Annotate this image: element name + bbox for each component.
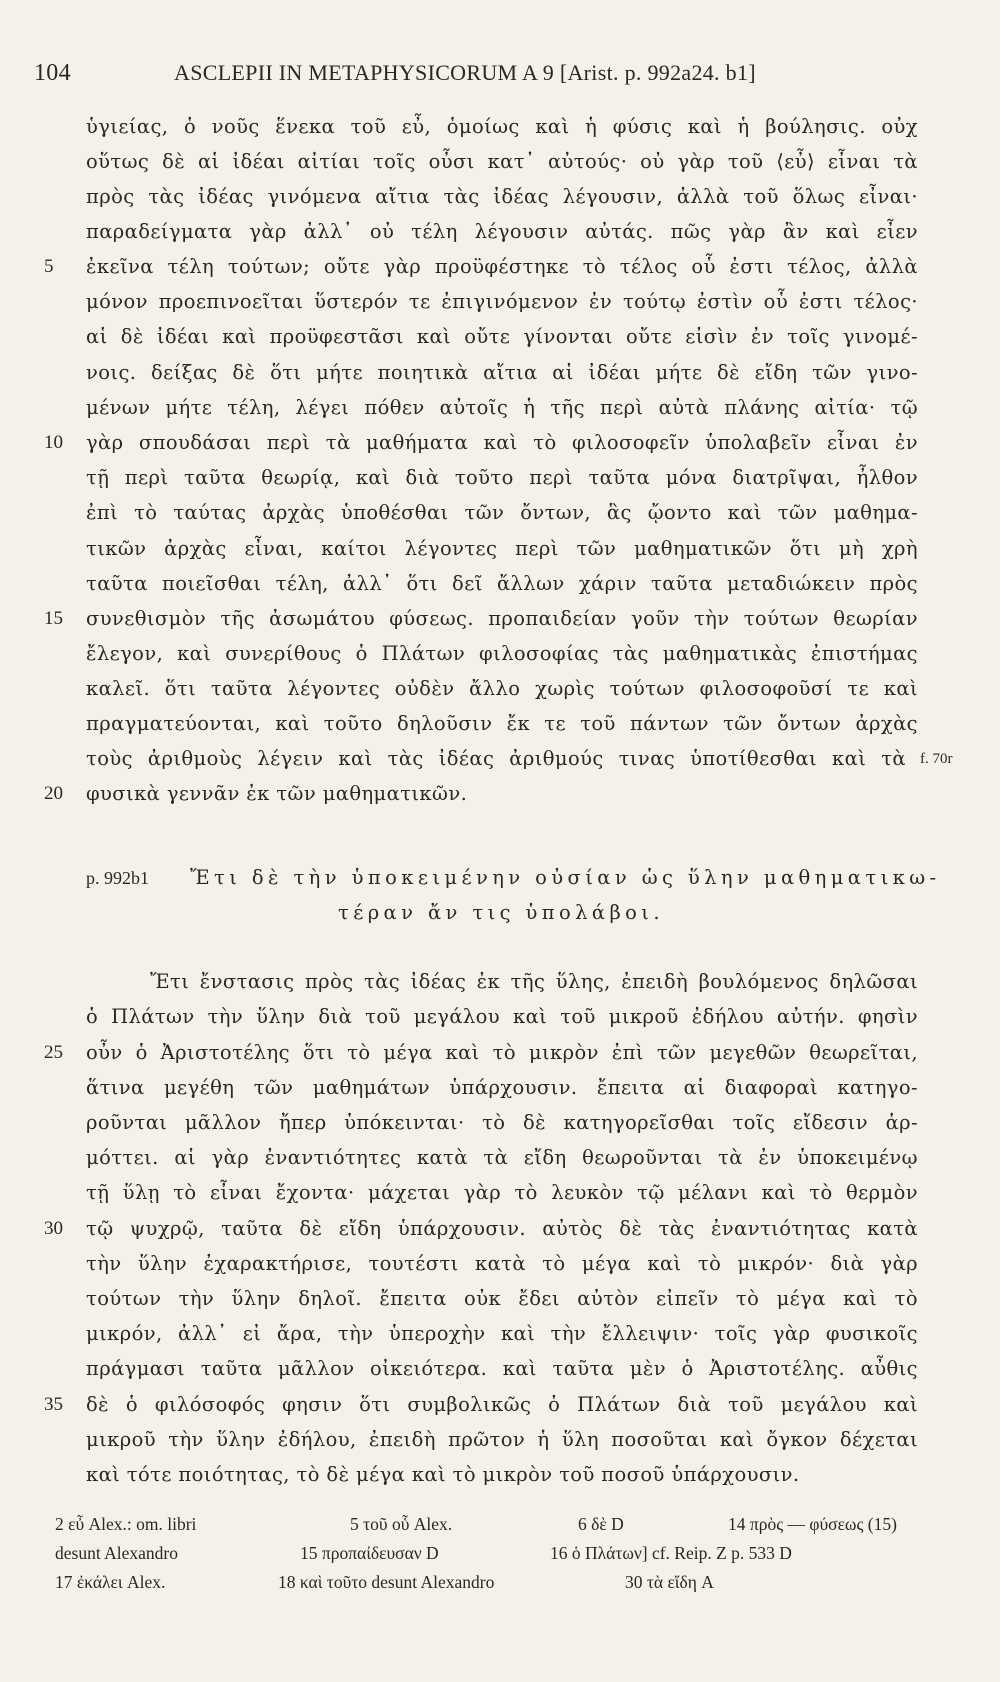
apparatus-entry: 17 ἐκάλει Alex. [55,1572,166,1592]
line-number: 35 [44,1394,63,1415]
apparatus-entry: 16 ὁ Πλάτων] cf. Reip. Z p. 533 D [550,1543,792,1563]
text-line: οὕτως δὲ αἱ ἰδέαι αἰτίαι τοῖς οὖσι κατ᾽ αὐτούς· οὐ γὰρ τοῦ ⟨εὖ⟩ εἶναι τὰ [86,150,918,173]
text-line: νοις. δείξας δὲ ὅτι μήτε ποιητικὰ αἴτια αἱ ἰδέαι μήτε δὲ εἴδη τῶν γινο- [86,361,918,384]
text-line: οὖν ὁ Ἀριστοτέλης ὅτι τὸ μέγα καὶ τὸ μικρὸν ἐπὶ τῶν μεγεθῶν θεωρεῖται, [86,1041,918,1064]
line-number: 5 [44,256,54,277]
text-line: τούτων τὴν ὕλην δηλοῖ. ἔπειτα οὐκ ἔδει αὐτὸν εἰπεῖν τὸ μέγα καὶ τὸ [86,1287,918,1310]
text-line: ἔλεγον, καὶ συνερίθους ὁ Πλάτων φιλοσοφίας τὰς μαθηματικὰς ἐπιστήμας [86,642,918,665]
lemma-line: τέραν ἄν τις ὑπολάβοι. [338,901,664,924]
text-line: ροῦνται μᾶλλον ἤπερ ὑπόκεινται· τὸ δὲ κατηγορεῖσθαι τοῖς εἴδεσιν ἁρ- [86,1111,918,1134]
text-line: μένων μήτε τέλη, λέγει πόθεν αὐτοῖς ἡ τῆς περὶ αὐτὰ πλάνης αἰτία· τῷ [86,396,918,419]
text-line: ὁ Πλάτων τὴν ὕλην διὰ τοῦ μεγάλου καὶ τοῦ μικροῦ ἐδήλου αὐτήν. φησὶν [86,1005,918,1028]
line-number: 25 [44,1042,63,1063]
apparatus-entry: 18 καὶ τοῦτο desunt Alexandro [278,1572,495,1592]
text-line: πρὸς τὰς ἰδέας γινόμενα αἴτια τὰς ἰδέας λέγουσιν, ἀλλὰ τοῦ ὅλως εἶναι· [86,185,918,208]
apparatus-row [55,1510,935,1539]
apparatus-row [55,1568,935,1597]
text-line: μικρόν, ἀλλ᾽ εἰ ἄρα, τὴν ὑπεροχὴν καὶ τὴν ἔλλειψιν· τοῖς γὰρ φυσικοῖς [86,1322,918,1345]
text-line: τοὺς ἀριθμοὺς λέγειν καὶ τὰς ἰδέας ἀριθμούς τινας ὑποτίθεσθαι καὶ τὰ [86,747,906,770]
text-line: πράγμασι ταῦτα μᾶλλον οἰκειότερα. καὶ ταῦτα μὲν ὁ Ἀριστοτέλης. αὖθις [86,1357,918,1380]
folio-margin-note: f. 70r [920,751,953,767]
critical-apparatus [55,1510,935,1597]
text-line: συνεθισμὸν τῆς ἀσωμάτου φύσεως. προπαιδείαν γοῦν τὴν τούτων θεωρίαν [86,607,918,630]
text-line: πραγματεύονται, καὶ τοῦτο δηλοῦσιν ἔκ τε τοῦ πάντων τῶν ὄντων ἀρχὰς [86,712,918,735]
text-line: μόττει. αἱ γὰρ ἐναντιότητες κατὰ τὰ εἴδη θεωροῦνται τὰ ἐν ὑποκειμένῳ [86,1146,918,1169]
text-line: ἅτινα μεγέθη τῶν μαθημάτων ὑπάρχουσιν. ἔπειτα αἱ διαφοραὶ κατηγο- [86,1076,918,1099]
running-head [34,60,924,90]
line-number: 10 [44,432,63,453]
running-title: ASCLEPII IN METAPHYSICORUM A 9 [Arist. p. 992a24. b1] [174,60,756,85]
text-line: τῇ περὶ ταῦτα θεωρίᾳ, καὶ διὰ τοῦτο περὶ ταῦτα μόνα διατρῖψαι, ἦλθον [86,466,918,489]
text-line: καὶ τότε ποιότητας, τὸ δὲ μέγα καὶ τὸ μικρὸν τοῦ ποσοῦ ὑπάρχουσιν. [86,1463,800,1486]
lemma-reference: p. 992b1 [86,868,149,888]
line-number: 30 [44,1218,63,1239]
apparatus-entry: desunt Alexandro [55,1543,178,1563]
apparatus-entry: 15 προπαίδευσαν D [300,1543,439,1563]
text-line: ταῦτα ποιεῖσθαι τέλη, ἀλλ᾽ ὅτι δεῖ ἄλλων χάριν ταῦτα μεταδιώκειν πρὸς [86,572,918,595]
apparatus-row [55,1539,935,1568]
lemma-line: Ἔτι δὲ τὴν ὑποκειμένην οὐσίαν ὡς ὕλην μαθηματικω- [190,866,941,889]
text-line: μικροῦ τὴν ὕλην ἐδήλου, ἐπειδὴ πρῶτον ἡ ὕλη ποσοῦται καὶ ὄγκον δέχεται [86,1428,918,1451]
text-line: φυσικὰ γεννᾶν ἐκ τῶν μαθηματικῶν. [86,782,468,805]
apparatus-entry: 30 τὰ εἴδη A [625,1572,714,1592]
text-line: ὑγιείας, ὁ νοῦς ἕνεκα τοῦ εὖ, ὁμοίως καὶ ἡ φύσις καὶ ἡ βούλησις. οὐχ [86,115,918,138]
text-line: Ἔτι ἔνστασις πρὸς τὰς ἰδέας ἐκ τῆς ὕλης, ἐπειδὴ βουλόμενος δηλῶσαι [150,970,918,993]
text-line: αἱ δὲ ἰδέαι καὶ προϋφεστᾶσι καὶ οὔτε γίνονται οὔτε εἰσὶν ἐν τοῖς γινομέ- [86,325,918,348]
text-line: ἐκεῖνα τέλη τούτων; οὔτε γὰρ προϋφέστηκε τὸ τέλος οὗ ἐστι τέλος, ἀλλὰ [86,255,918,278]
text-line: παραδείγματα γὰρ ἀλλ᾽ οὐ τέλη λέγουσιν αὐτάς. πῶς γὰρ ἂν καὶ εἶεν [86,220,918,243]
text-line: τῇ ὕλῃ τὸ εἶναι ἔχοντα· μάχεται γὰρ τὸ λευκὸν τῷ μέλανι καὶ τὸ θερμὸν [86,1181,918,1204]
text-line: καλεῖ. ὅτι ταῦτα λέγοντες οὐδὲν ἄλλο χωρὶς τούτων φιλοσοφοῦσί τε καὶ [86,677,918,700]
page-number: 104 [34,60,71,86]
text-line: δὲ ὁ φιλόσοφός φησιν ὅτι συμβολικῶς ὁ Πλάτων διὰ τοῦ μεγάλου καὶ [86,1393,918,1416]
text-line: τῷ ψυχρῷ, ταῦτα δὲ εἴδη ὑπάρχουσιν. αὐτὸς δὲ τὰς ἐναντιότητας κατὰ [86,1217,918,1240]
line-number: 15 [44,608,63,629]
text-line: τικῶν ἀρχὰς εἶναι, καίτοι λέγοντες περὶ τῶν μαθηματικῶν ὅτι μὴ χρὴ [86,537,918,560]
line-number: 20 [44,783,63,804]
text-line: μόνον προεπινοεῖται ὕστερόν τε ἐπιγινόμενον ἐν τούτῳ ἐστὶν οὗ ἐστι τέλος· [86,290,918,313]
text-line: γὰρ σπουδάσαι περὶ τὰ μαθήματα καὶ τὸ φιλοσοφεῖν ὑπολαβεῖν εἶναι ἐν [86,431,918,454]
apparatus-entry: 5 τοῦ οὗ Alex. [350,1514,453,1534]
text-line: τὴν ὕλην ἐχαρακτήρισε, τουτέστι κατὰ τὸ μέγα καὶ τὸ μικρόν· διὰ γὰρ [86,1252,918,1275]
apparatus-entry: 14 πρὸς — φύσεως (15) [728,1514,897,1534]
text-line: ἐπὶ τὸ ταύτας ἀρχὰς ὑποθέσθαι τῶν ὄντων, ἃς ᾤοντο καὶ τῶν μαθημα- [86,501,918,524]
apparatus-entry: 6 δὲ D [578,1514,624,1534]
apparatus-entry: 2 εὖ Alex.: om. libri [55,1514,197,1534]
